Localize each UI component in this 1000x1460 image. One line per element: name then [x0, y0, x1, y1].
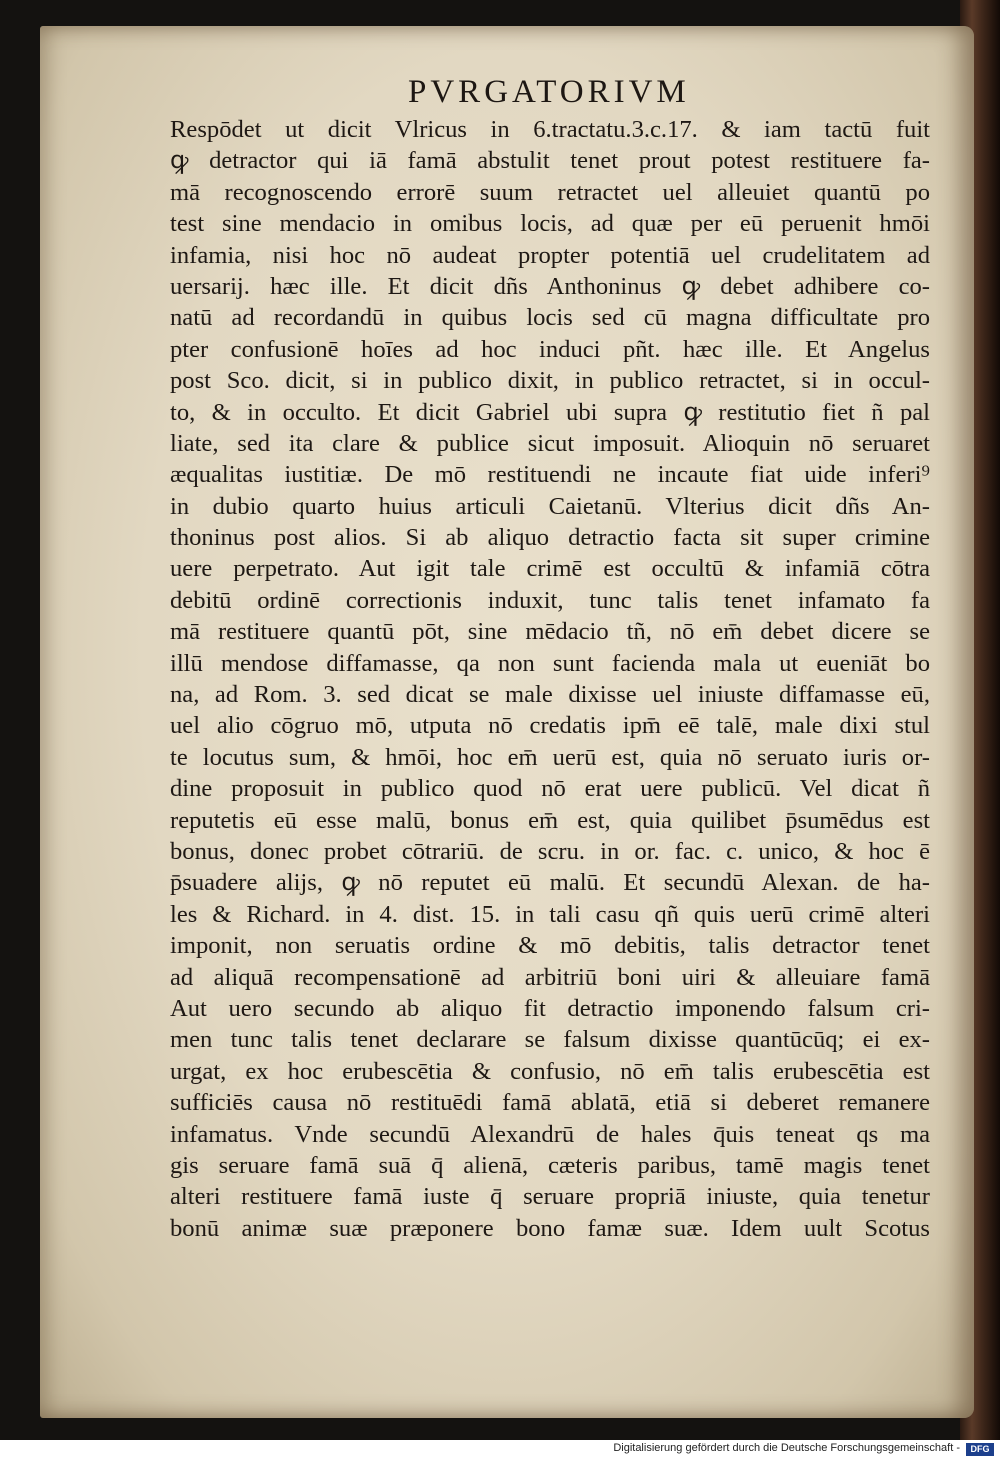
text-line: ꝙ detractor qui iā famā abstulit tenet prout potest restituere fa- [170, 147, 930, 175]
text-line: infamia, nisi hoc nō audeat propter potentiā uel crudelitatem ad [170, 241, 930, 269]
text-line: sufficiēs causa nō restituēdi famā ablatā, etiā si deberet remanere [170, 1089, 930, 1117]
text-line: uel alio cōgruo mō, utputa nō credatis ipm̄ eē talē, male dixi stul [170, 712, 930, 740]
text-line: Respōdet ut dicit Vlricus in 6.tractatu.3.c.17. & iam tactū fuit [170, 116, 930, 143]
text-line: debitū ordinē correctionis induxit, tunc talis tenet infamato fa [170, 586, 930, 614]
text-line: ad aliquā recompensationē ad arbitriū boni uiri & alleuiare famā [170, 963, 930, 991]
text-line: imponit, non seruatis ordine & mō debitis, talis detractor tenet [170, 932, 930, 960]
text-line: liate, sed ita clare & publice sicut imposuit. Alioquin nō seruaret [170, 429, 930, 457]
text-line: dine proposuit in publico quod nō erat uere publicū. Vel dicat ñ [170, 775, 930, 803]
text-line: na, ad Rom. 3. sed dicat se male dixisse uel iniuste diffamasse eū, [170, 681, 930, 709]
text-line: Aut uero secundo ab aliquo fit detractio imponendo falsum cri- [170, 994, 930, 1022]
text-line: gis seruare famā suā q̄ alienā, cæteris paribus, tamē magis tenet [170, 1151, 930, 1179]
text-line: thoninus post alios. Si ab aliquo detractio facta sit super crimine [170, 524, 930, 552]
text-line: natū ad recordandū in quibus locis sed cū magna difficultate pro [170, 304, 930, 332]
text-line: in dubio quarto huius articuli Caietanū. Vlterius dicit dñs An- [170, 492, 930, 520]
digitization-credit: Digitalisierung gefördert durch die Deutsche Forschungsgemeinschaft - [613, 1442, 960, 1454]
text-line: p̄suadere alijs, ꝙ nō reputet eū malū. Et secundū Alexan. de ha- [170, 869, 930, 897]
text-line: te locutus sum, & hmōi, hoc em̄ uerū est, quia nō seruato iuris or- [170, 743, 930, 771]
text-line: urgat, ex hoc erubescētia & confusio, nō em̄ talis erubescētia est [170, 1057, 930, 1085]
text-line: illū mendose diffamasse, qa non sunt facienda mala ut eueniāt bo [170, 649, 930, 677]
text-line: to, & in occulto. Et dicit Gabriel ubi supra ꝙ restitutio fiet ñ pal [170, 398, 930, 426]
text-line: mā recognoscendo errorē suum retractet uel alleuiet quantū po [170, 178, 930, 206]
text-line: uere perpetrato. Aut igit tale crimē est occultū & infamiā cōtra [170, 555, 930, 583]
text-line: bonū animæ suæ præponere bono famæ suæ. Idem uult Scotus [170, 1214, 930, 1242]
text-line: infamatus. Vnde secundū Alexandrū de hales q̄uis teneat qs ma [170, 1120, 930, 1148]
running-head: PVRGATORIVM [408, 74, 690, 110]
text-line: pter confusionē hoīes ad hoc induci pñt. hæc ille. Et Angelus [170, 335, 930, 363]
text-line: post Sco. dicit, si in publico dixit, in publico retractet, si in occul- [170, 367, 930, 395]
text-line: alteri restituere famā iuste q̄ seruare propriā iniuste, quia tenetur [170, 1183, 930, 1211]
text-line: les & Richard. in 4. dist. 15. in tali casu qñ quis uerū crimē alteri [170, 900, 930, 928]
footer-bar [0, 1440, 1000, 1460]
text-line: æqualitas iustitiæ. De mō restituendi ne incaute fiat uide inferi⁹ [170, 461, 930, 489]
text-line: mā restituere quantū pōt, sine mēdacio tñ, nō em̄ debet dicere se [170, 618, 930, 646]
dfg-logo: DFG [966, 1443, 994, 1456]
text-block [170, 114, 930, 1244]
text-line: bonus, donec probet cōtrariū. de scru. in or. fac. c. unico, & hoc ē [170, 837, 930, 865]
text-line: test sine mendacio in omibus locis, ad quæ per eū peruenit hmōi [170, 210, 930, 238]
text-line: uersarij. hæc ille. Et dicit dñs Anthoninus ꝙ debet adhibere co- [170, 272, 930, 300]
text-line: men tunc talis tenet declarare se falsum dixisse quantūcūq; ei ex- [170, 1026, 930, 1054]
text-line: reputetis eū esse malū, bonus em̄ est, quia quilibet p̄sumēdus est [170, 806, 930, 834]
